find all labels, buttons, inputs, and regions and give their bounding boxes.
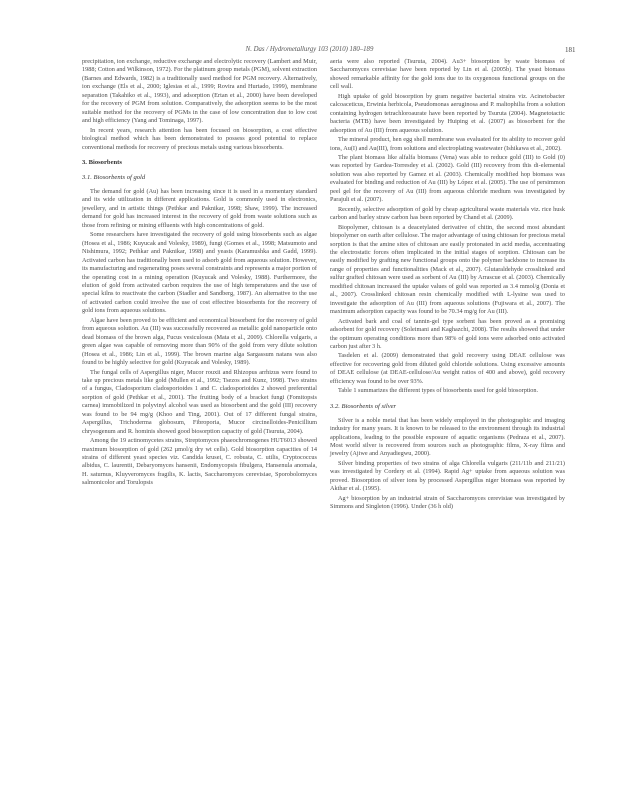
- running-head: N. Das / Hydrometallurgy 103 (2010) 180–189: [245, 46, 374, 53]
- paragraph: precipitation, ion exchange, reductive exchange and electrolytic recovery (Lambert and Muir, 1988; Cotton and Wilkinson, 1972). For the platinum group metals (PGM), solvent extraction (Barnes and Edwards, 1982) is a traditionally used method for PGM recovery. Alternatively, ion exchange (Els et al., 2000; Iglesias et al., 1999; Rovira and Hurtado, 1999), membrane separation (Takahiko et al., 1993), and adsorption (Ertan et al., 2000) have been developed for the recovery of PGM from solution. Comparatively, the adsorption seems to be the most suitable method for the recovery of PGMs in the case of low concentration due to low cost and high efficiency (Yang and Tominaga, 1997).: [82, 58, 317, 125]
- paragraph: aeria were also reported (Tsuruta, 2004). Au3+ biosorption by waste biomass of Saccharomyces cerevisiae have been reported by Lin et al. (2005b). The yeast biomass showed remarkable affinity for the gold ions due to its oxygenous functional groups on the cell wall.: [330, 58, 565, 91]
- paragraph: The plant biomass like alfalfa biomass (Vena) was able to reduce gold (III) to Gold (0) was reported by Gardea-Torresdey et al. (2002). Gold (III) recovery from this di-elemental solution was also reported by Gamez et al. (2003). Chemically modified hop biomass was evaluated for binding and reduction of Au (III) by López et al. (2005). The use of persimmon peel gel for the recovery of Au (III) from aqueous chloride medium was investigated by Parajuli et al. (2007).: [330, 153, 565, 204]
- paragraph: High uptake of gold biosorption by gram negative bacterial strains viz. Acinetobacter calcoaceticus, Erwinia herbicola, Pseudomonas aeruginosa and P. maltophilia from a solution containing hydrogen tetrachloroaurate have been reported by Tsuruta (2004). Magnetotactic bacteria (MTB) have been investigated by Huiping et al. (2007) as biosorbent for the adsorption of Au (III) from aqueous solution.: [330, 92, 565, 134]
- paragraph: Table 1 summarizes the different types of biosorbents used for gold biosorption.: [338, 387, 539, 395]
- subsection-heading: 3.2. Biosorbents of silver: [330, 402, 397, 410]
- paragraph: The fungal cells of Aspergillus niger, Mucor rouxii and Rhizopus arrhizus were found to take up precious metals like gold (Mullen et al., 1992; Tsezos and Kunz, 1998). Two strains of a fungus, Cladosporium cladosporioides 1 and C. cladosporioides 2 showed preferential sorption of gold (Pethkar et al., 2001). The fruiting body of a bracket fungi (Fomitopsis carnea) immobilized in polyvinyl alcohol was used as biosorbent and the gold (III) recovery was found to be 94 mg/g (Khoo and Ting, 2001). Out of 17 different fungal strains, Aspergillus, Trichoderma globosum, Fibroporia, Mucor circinelloides-Penicillium chrysogenum and R. hominis showed good biosorption capacity of gold (Tsuruta, 2004).: [82, 368, 317, 435]
- subsection-heading: 3.1. Biosorbents of gold: [82, 173, 146, 181]
- paragraph: Some researchers have investigated the recovery of gold using biosorbents such as algae (Hosea et al., 1986; Kuyucak and Volesky, 1989), fungi (Gomes et al., 1998; Matsumoto and Nishimura, 1992; Pethkar and Paknikar, 1998) and yeasts (Karamushka and Gadd, 1999). Activated carbon has traditionally been used to adsorb gold from aqueous solution. However, its manufacturing and regenerating poses several constraints and represents a major portion of the operating cost in a mining operation (Kuyucak and Volesky, 1988). Furthermore, the elution of gold from activated carbon requires the use of high temperatures and the use of special kilns to reactivate the carbon (Stadler and Sandberg, 1987). An alternative to the use of activated carbon could involve the use of cost effective biosorbents for the recovery of gold ions from aqueous solutions.: [82, 231, 317, 315]
- paragraph: Biopolymer, chitosan is a deacetylated derivative of chitin, the second most abundant biopolymer on earth after cellulose. The major advantage of using chitosan for precious metal sorption is that the amine sites of chitosan are easily protonated in acid media, accentuating the electrostatic forces often implicated in the initial stages of sorption. Chitosan can be easily modified by grafting new functional groups onto the polymer backbone to increase its range of properties and functionalities (Mack et al., 2007). Glutaraldehyde crosslinked and sulfur grafted chitosan were used as sorbent of Au (III) by Arrascue et al. (2003). Chemically modified chitosan increased the uptake values of gold was reported as 3.4 mmol/g (Donia et al., 2007). Crosslinked chitosan resin chemically modified with L-lysine was used to investigate the adsorption of Au (III) from aqueous solutions (Fujiwara et al., 2007). The maximum adsorption capacity was found to be 70.34 mg/g for Au (III).: [330, 223, 565, 316]
- right-column: [330, 58, 565, 513]
- paragraph: Silver binding properties of two strains of alga Chlorella vulgaris (211/11b and 211/21) was investigated by Cordery et al. (1994). Rapid Ag+ uptake from aqueous solution was proved. Biosorption of silver ions by processed Aspergillus niger biomass was reported by Akthar et al. (1995).: [330, 459, 565, 493]
- paragraph: Silver is a noble metal that has been widely employed in the photographic and imaging industry for many years. It is known to be released to the environment through its industrial applications, leading to the possible exposure of aquatic organisms (Pedraza et al., 2007). Most world silver is recovered from sources such as photographic films, X-ray films and jewelry (Ajiwe and Anyadiegwu, 2000).: [330, 416, 565, 458]
- paragraph: Algae have been proved to be efficient and economical biosorbent for the recovery of gold from aqueous solution. Au (III) was successfully recovered as metallic gold nanoparticle onto dead biomass of the brown alga, Fucus vesiculosus (Mata et al., 2009). Chlorella vulgaris, a green algae was capable of removing more than 90% of the gold from very dilute solution (Hosea et al., 1986; Lin et al., 1999). The brown marine alga Sargassum natans was also found to be highly selective for gold (Kuyucak and Volesky, 1989).: [82, 316, 317, 367]
- paragraph: Activated bark and coal of tannin-gel type sorbent has been proved as a promising adsorbent for gold recovery (Soleimani and Kaghazchi, 2008). The results showed that under the optimum operating conditions more than 98% of gold ions were adsorbed onto activated carbon just after 3 h.: [330, 317, 565, 350]
- paragraph: The mineral product, hen egg shell membrane was evaluated for its ability to recover gold ions, Au(I) and Au(III), from solutions and electroplating wastewater (Ishikawa et al., 2002).: [330, 136, 565, 152]
- paragraph: Among the 19 actinomycetes strains, Streptomyces phaeochromogenes HUT6013 showed maximum biosorption of gold (262 µmol/g dry wt cells). Gold biosorption capacities of 14 strains of different yeast species viz. Candida krusei, C. robusta, C. utilis, Cryptococcus albidus, C. laurentii, Debaryomyces hansenii, Endomycopsis fibulgera, Hansenula anomala, H. saturnus, Kluyveromyces fragilis, K. lactis, Saccharomyces cerevisiae, Sporobolomyces salmonicolor and Torulopsis: [82, 437, 317, 487]
- paragraph: Recently, selective adsorption of gold by cheap agricultural waste materials viz. rice husk carbon and barley straw carbon has been reported by Chand et al. (2009).: [330, 205, 565, 222]
- page-number: 181: [565, 46, 576, 54]
- paragraph: Tasdelen et al. (2009) demonstrated that gold recovery using DEAE cellulose was effective for recovering gold from diluted gold chloride solutions. Using excessive amounts of DEAE cellulose (at DEAE-cellulose/Au weight ratios of 400 and above), gold recovery efficiency was found to be over 93%.: [330, 352, 565, 385]
- paragraph: Ag+ biosorption by an industrial strain of Saccharomyces cerevisiae was investigated by Simmons and Singleton (1996). Under (36 h old): [330, 494, 565, 511]
- left-column: [82, 58, 317, 489]
- paragraph: The demand for gold (Au) has been increasing since it is used in a momentary standard and its wide utilization in different applications. Gold is commonly used in electronics, jewellery, and in artistic things (Pethkar and Paknikar, 1998; Shaw, 1999). The increased demand for gold has increased interest in the recovery of gold from waste solutions such as those from refining or mining effluents with high concentrations of gold.: [82, 187, 317, 229]
- section-heading: 3. Biosorbents: [82, 158, 122, 166]
- paragraph: In recent years, research attention has been focused on biosorption, a cost effective biological method which has been demonstrated to possess good potential to replace conventional methods for recovery of precious metals using various biosorbents.: [82, 126, 317, 151]
